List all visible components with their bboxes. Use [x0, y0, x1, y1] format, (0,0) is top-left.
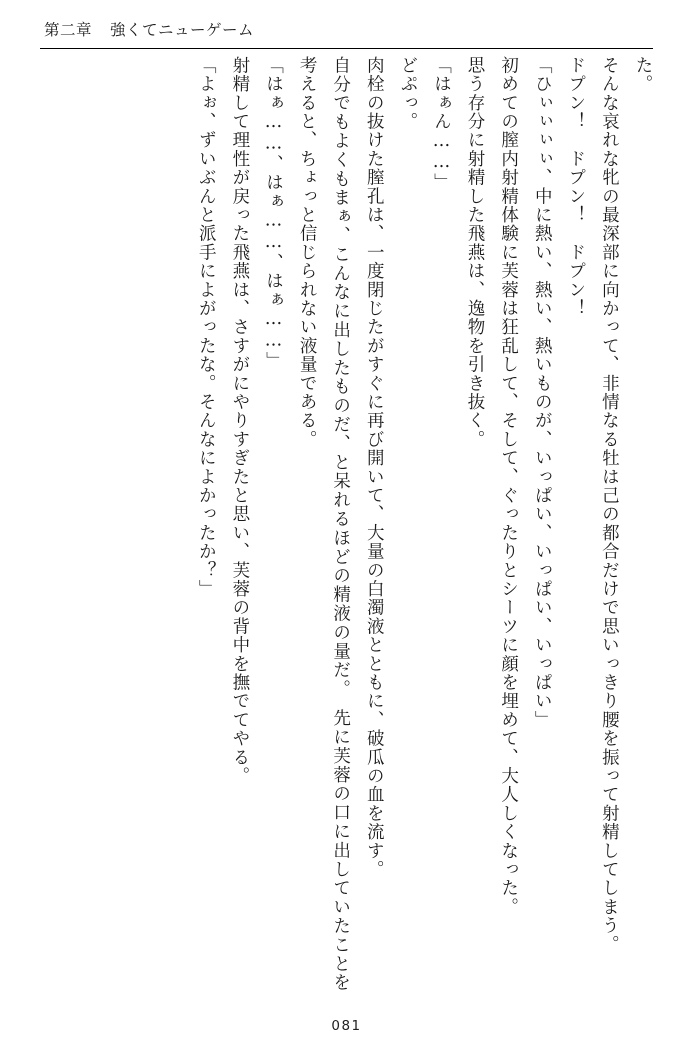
body-paragraph: どぷっ。 [397, 56, 418, 131]
body-paragraph: ドプン！ ドプン！ ドプン！ [565, 56, 586, 318]
page-header [0, 18, 693, 52]
header-divider [40, 48, 653, 49]
body-text [34, 56, 659, 992]
body-paragraph: 「よぉ、ずいぶんと派手によがったな。そんなによかったか？」 [196, 56, 217, 599]
body-paragraph: 「はぁ……、はぁ……、はぁ……」 [263, 56, 284, 371]
page-number: 081 [331, 1018, 362, 1034]
body-paragraph: そんな哀れな牝の最深部に向かって、非情なる牡は己の都合だけで思いっきり腰を振って射精してしまう。 [599, 56, 620, 954]
body-paragraph: 自分でもよくもまぁ、こんなに出したものだ、と呆れるほどの精液の量だ。 先に芙蓉の口に出していたことを考えると、ちょっと信じられない液量である。 [297, 56, 351, 992]
page-body [34, 56, 659, 992]
chapter-title: 強くてニューゲーム [110, 21, 255, 39]
chapter-number: 第二章 [44, 21, 93, 39]
body-paragraph: 「ひぃぃぃぃ、中に熱い、熱い、熱いものが、いっぱい、いっぱい、いっぱい」 [532, 56, 553, 730]
header-inner [0, 18, 693, 40]
body-paragraph: 「はぁん……」 [431, 56, 452, 192]
body-paragraph: 思う存分に射精した飛燕は、逸物を引き抜く。 [465, 56, 486, 449]
body-paragraph: 射精して理性が戻った飛燕は、さすがにやりすぎたと思い、芙蓉の背中を撫でてやる。 [229, 56, 250, 786]
body-paragraph: 肉栓の抜けた膣孔は、一度閉じたがすぐに再び開いて、大量の白濁液とともに、破瓜の血を流す。 [364, 56, 385, 879]
body-paragraph: た。 [633, 56, 653, 94]
body-paragraph: 初めての膣内射精体験に芙蓉は狂乱して、そして、ぐったりとシーツに顔を埋めて、大人しくなった。 [498, 56, 519, 917]
